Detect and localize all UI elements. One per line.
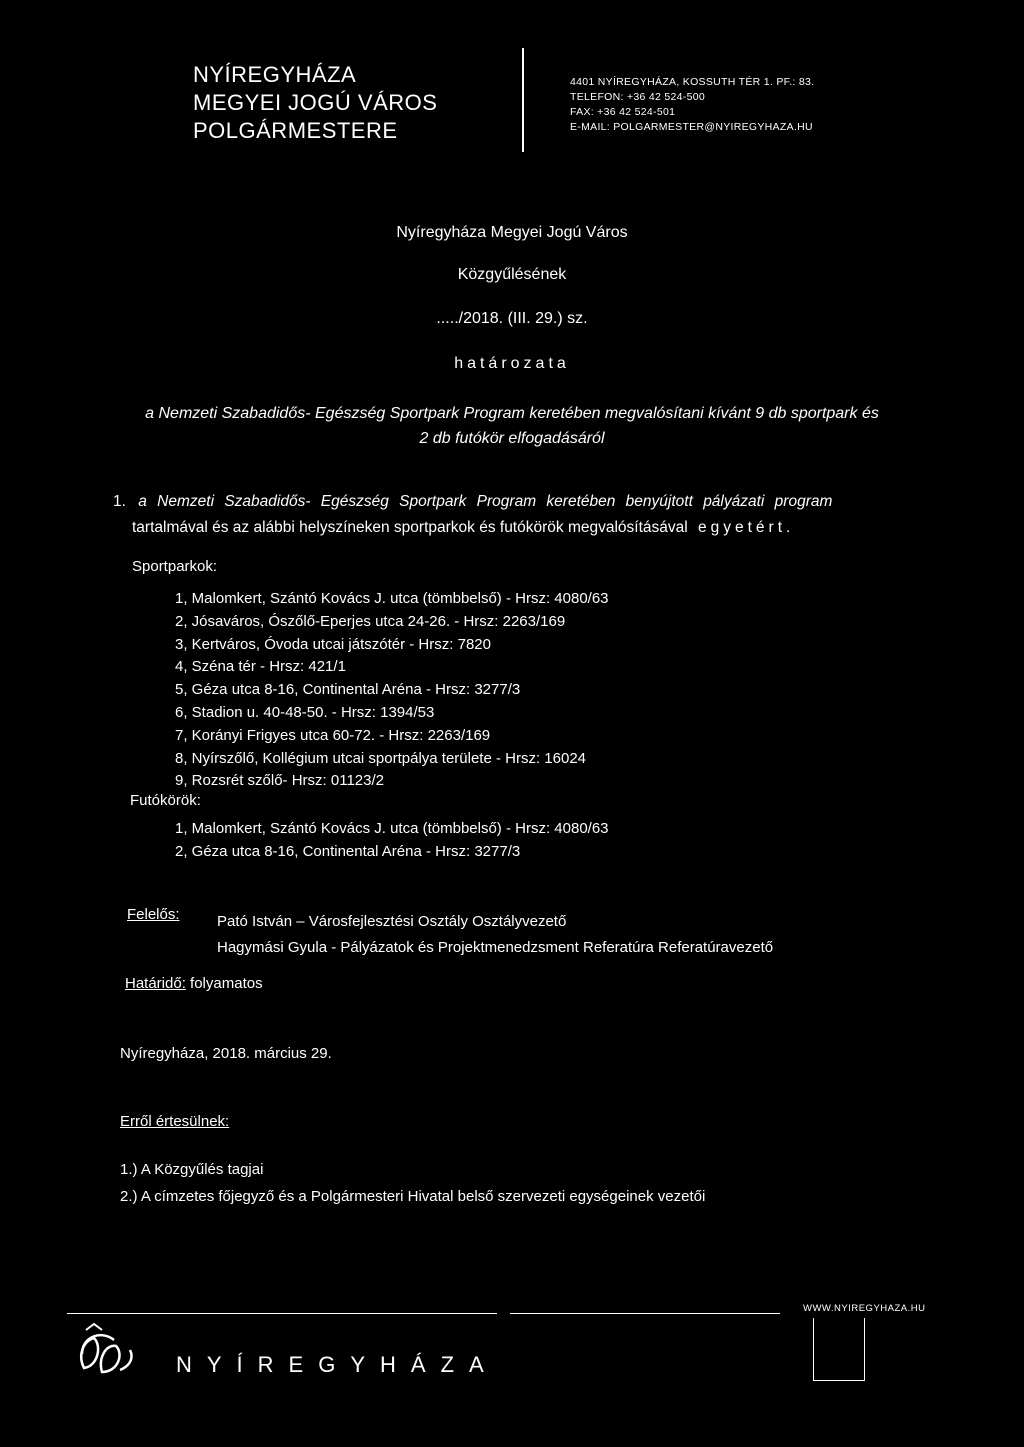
- list-item: 2, Jósaváros, Ószőlő-Eperjes utca 24-26. - Hrsz: 2263/169: [175, 612, 566, 630]
- clause-1-line-2: [132, 516, 952, 540]
- letterhead-line-3: POLGÁRMESTERE: [193, 118, 398, 143]
- letterhead-line-1: NYÍREGYHÁZA: [193, 62, 357, 87]
- subject-line-2: 2 db futókör elfogadásáról: [419, 430, 605, 447]
- list-item: 4, Széna tér - Hrsz: 421/1: [175, 658, 346, 676]
- clause-agreement: egyetért.: [698, 519, 795, 536]
- footer-logo-text: NYÍREGYHÁZA: [176, 1352, 499, 1377]
- deadline-label: Határidő:: [125, 975, 186, 992]
- list-item: 7, Korányi Frigyes utca 60-72. - Hrsz: 2263/169: [175, 726, 491, 744]
- list-item: 1, Malomkert, Szántó Kovács J. utca (tömbbelső) - Hrsz: 4080/63: [175, 820, 609, 837]
- letterhead-title: [193, 61, 437, 145]
- deadline: [125, 975, 263, 992]
- list-item: 9, Rozsrét szőlő- Hrsz: 01123/2: [175, 772, 384, 790]
- city-logo-icon: [72, 1318, 152, 1390]
- list-item: 2, Géza utca 8-16, Continental Aréna - Hrsz: 3277/3: [175, 842, 521, 860]
- footer-box: [813, 1318, 865, 1381]
- contact-email: E-MAIL: POLGARMESTER@NYIREGYHAZA.HU: [570, 121, 813, 133]
- list-item: 6, Stadion u. 40-48-50. - Hrsz: 1394/53: [175, 703, 435, 721]
- list-item: 5, Géza utca 8-16, Continental Aréna - Hrsz: 3277/3: [175, 681, 521, 699]
- footer-website[interactable]: WWW.NYIREGYHAZA.HU: [803, 1303, 926, 1314]
- clause-italic-text: a Nemzeti Szabadidős- Egészség Sportpark Program keretében benyújtott pályázati program: [138, 493, 833, 510]
- responsible-block: [217, 909, 773, 961]
- assembly-genitive: Közgyűlésének: [457, 266, 567, 283]
- clause-text: tartalmával és az alábbi helyszíneken sportparkok és futókörök megvalósításával: [132, 519, 688, 536]
- subject-line-1: a Nemzeti Szabadidős- Egészség Sportpark Program keretében megvalósítani kívánt 9 db sportpark és: [145, 405, 879, 422]
- notify-heading: Erről értesülnek:: [120, 1113, 230, 1130]
- list-item: 3, Kertváros, Óvoda utcai játszótér - Hrsz: 7820: [175, 635, 491, 653]
- contact-address: 4401 NYÍREGYHÁZA, KOSSUTH TÉR 1. PF.: 83.: [570, 76, 815, 88]
- letterhead-line-2: MEGYEI JOGÚ VÁROS: [193, 90, 438, 115]
- clause-1: [113, 490, 943, 514]
- responsible-person-2: Hagymási Gyula - Pályázatok és Projektmenedzsment Referatúra Referatúravezető: [217, 939, 774, 956]
- header-divider: [522, 48, 524, 152]
- responsible-person-1: Pató István – Városfejlesztési Osztály Osztályvezető: [217, 913, 567, 930]
- sportparks-heading: Sportparkok:: [132, 558, 218, 575]
- contact-phone: TELEFON: +36 42 524-500: [570, 91, 706, 103]
- deadline-value: folyamatos: [190, 975, 263, 992]
- responsible-label: Felelős:: [127, 906, 180, 923]
- contact-block: [570, 75, 814, 135]
- sportparks-list: [175, 588, 609, 793]
- list-item: 1, Malomkert, Szántó Kovács J. utca (tömbbelső) - Hrsz: 4080/63: [175, 590, 609, 607]
- tracks-list: [175, 818, 609, 864]
- resolution-label: határozata: [454, 355, 570, 372]
- list-item: 1.) A Közgyűlés tagjai: [120, 1161, 264, 1178]
- footer-rule-right: [510, 1313, 780, 1314]
- list-item: 2.) A címzetes főjegyző és a Polgármesteri Hivatal belső szervezeti egységeinek vezetői: [120, 1188, 706, 1205]
- contact-fax: FAX: +36 42 524-501: [570, 106, 676, 118]
- list-item: 8, Nyírszőlő, Kollégium utcai sportpálya területe - Hrsz: 16024: [175, 749, 587, 767]
- notify-list: [120, 1156, 705, 1210]
- resolution-number: ...../2018. (III. 29.) sz.: [436, 310, 588, 327]
- assembly-name: Nyíregyháza Megyei Jogú Város: [396, 224, 628, 241]
- footer-rule-left: [67, 1313, 497, 1314]
- tracks-heading: Futókörök:: [130, 792, 201, 809]
- issue-date: Nyíregyháza, 2018. március 29.: [120, 1045, 332, 1062]
- clause-number: 1.: [113, 493, 126, 510]
